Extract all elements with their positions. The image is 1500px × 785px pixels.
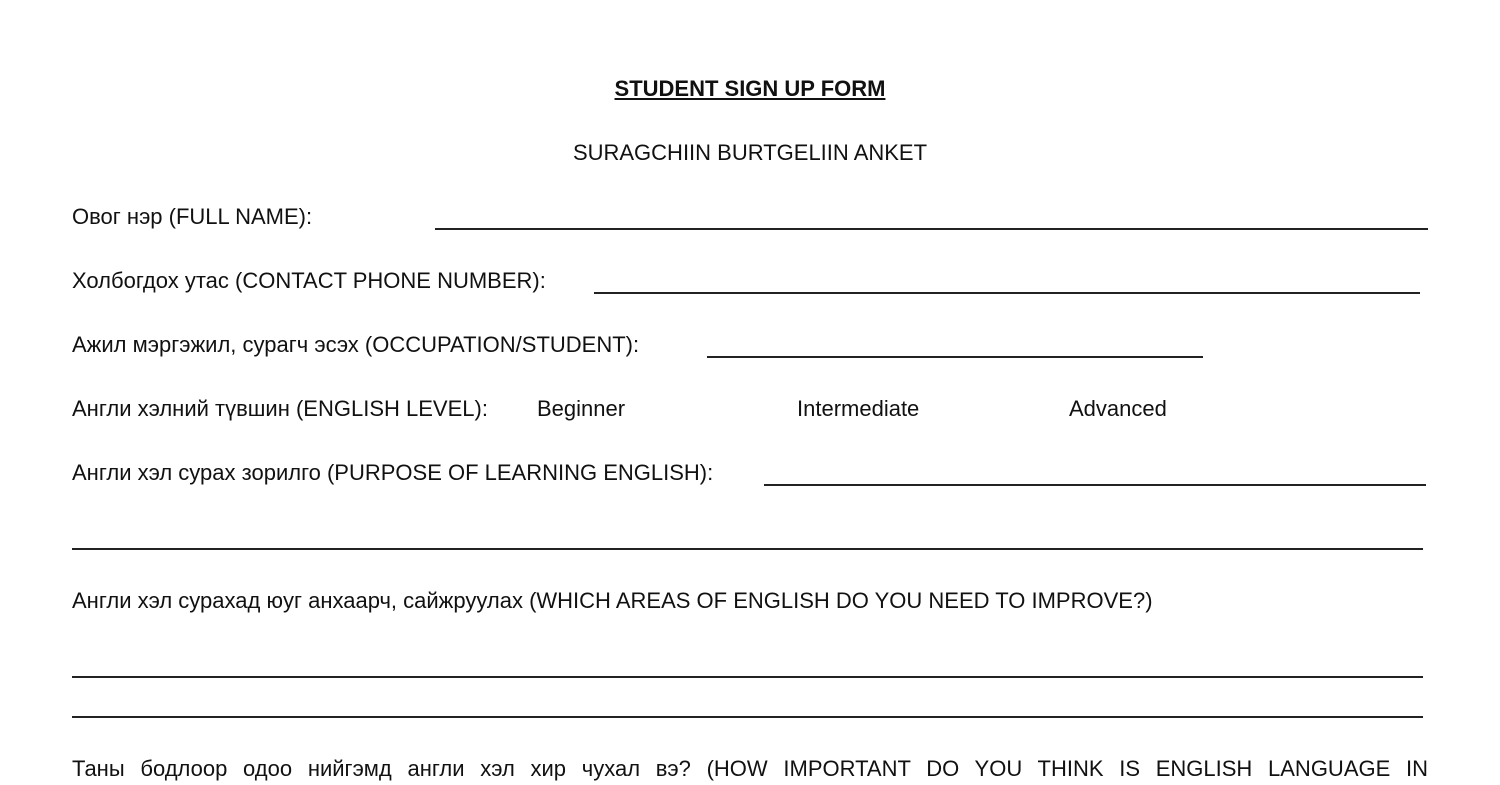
occupation-label: Ажил мэргэжил, сурагч эсэх (OCCUPATION/STUDENT): [72, 332, 640, 357]
improve-label: Англи хэл сурахад юуг анхаарч, сайжруулах (WHICH AREAS OF ENGLISH DO YOU NEED TO IMPROVE?) [72, 588, 1153, 613]
phone-label: Холбогдох утас (CONTACT PHONE NUMBER): [72, 268, 546, 293]
english-level-beginner[interactable]: Beginner [537, 396, 626, 421]
phone-field[interactable] [594, 292, 1420, 294]
form-title: STUDENT SIGN UP FORM [614, 76, 886, 101]
purpose-field-line-2[interactable] [72, 548, 1423, 550]
english-level-advanced[interactable]: Advanced [1069, 396, 1167, 421]
purpose-field[interactable] [764, 484, 1426, 486]
purpose-label: Англи хэл сурах зорилго (PURPOSE OF LEARNING ENGLISH): [72, 460, 714, 485]
english-level-intermediate[interactable]: Intermediate [797, 396, 920, 421]
improve-field-line-1[interactable] [72, 676, 1423, 678]
improve-field-line-2[interactable] [72, 716, 1423, 718]
importance-label: Таны бодлоор одоо нийгэмд англи хэл хир чухал вэ? (HOW IMPORTANT DO YOU THINK IS ENGLISH LANGUAGE IN [72, 756, 1428, 781]
full-name-label: Овог нэр (FULL NAME): [72, 204, 313, 229]
occupation-field[interactable] [707, 356, 1203, 358]
english-level-label: Англи хэлний түвшин (ENGLISH LEVEL): [72, 396, 488, 421]
full-name-field[interactable] [435, 228, 1428, 230]
form-subtitle: SURAGCHIIN BURTGELIIN ANKET [572, 140, 928, 165]
